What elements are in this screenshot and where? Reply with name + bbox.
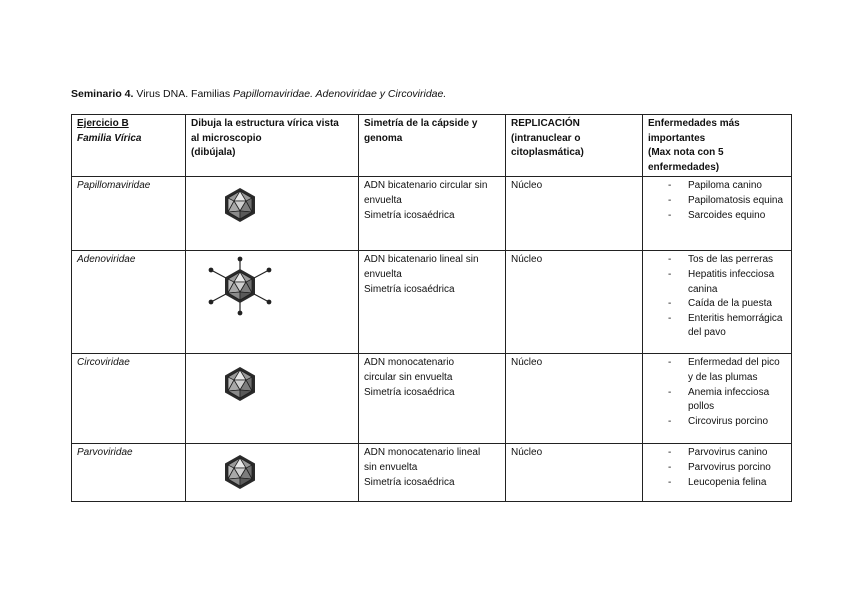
list-item: - Hepatitis infecciosa canina (668, 268, 786, 297)
list-item: - Sarcoides equino (668, 209, 786, 224)
table-row (72, 251, 792, 354)
symmetry-cell: ADN monocatenario lineal sin envuelta Simetría icosaédrica (359, 444, 506, 502)
diseases-cell (643, 177, 792, 251)
list-item: - Tos de las perreras (668, 253, 786, 268)
icosahedral-capsid-icon (220, 362, 260, 406)
list-item: - Parvovirus canino (668, 446, 786, 461)
drawing-cell (186, 177, 359, 251)
list-item: - Papilomatosis equina (668, 194, 786, 209)
diseases-cell (643, 444, 792, 502)
seminar-label: Seminario 4 (71, 88, 131, 100)
title-text: Virus DNA. Familias (136, 88, 231, 100)
replication-cell: Núcleo (506, 177, 643, 251)
replication-cell: Núcleo (506, 354, 643, 444)
header-family: Ejercicio B Familia Vírica (72, 115, 186, 177)
symmetry-cell: ADN monocatenario circular sin envuelta Simetría icosaédrica (359, 354, 506, 444)
document-title: Seminario 4. Virus DNA. Familias Papillomaviridae. Adenoviridae y Circoviridae. (71, 88, 447, 100)
family-cell: Papillomaviridae (72, 177, 186, 251)
list-item: - Papiloma canino (668, 179, 786, 194)
list-item: - Enteritis hemorrágica del pavo (668, 312, 786, 341)
icosahedral-capsid-icon (220, 450, 260, 494)
drawing-cell (186, 444, 359, 502)
symmetry-cell: ADN bicatenario circular sin envuelta Simetría icosaédrica (359, 177, 506, 251)
list-item: - Circovirus porcino (668, 415, 786, 430)
list-item: - Leucopenia felina (668, 476, 786, 491)
table-row (72, 354, 792, 444)
diseases-cell (643, 354, 792, 444)
header-replication: REPLICACIÓN (intranuclear o citoplasmática) (506, 115, 643, 177)
header-drawing: Dibuja la estructura vírica vista al microscopio (dibújala) (186, 115, 359, 177)
title-families: Papillomaviridae. Adenoviridae y Circoviridae. (233, 88, 447, 100)
list-item: - Anemia infecciosa pollos (668, 386, 786, 415)
header-symmetry: Simetría de la cápside y genoma (359, 115, 506, 177)
list-item: - Parvovirus porcino (668, 461, 786, 476)
family-cell: Parvoviridae (72, 444, 186, 502)
table-row (72, 177, 792, 251)
replication-cell: Núcleo (506, 251, 643, 354)
table-header-row (72, 115, 792, 177)
family-cell: Adenoviridae (72, 251, 186, 354)
virus-families-table (71, 114, 792, 502)
icosahedral-capsid-icon (220, 185, 260, 225)
table-row (72, 444, 792, 502)
replication-cell: Núcleo (506, 444, 643, 502)
list-item: - Caída de la puesta (668, 297, 786, 312)
symmetry-cell: ADN bicatenario lineal sin envuelta Simetría icosaédrica (359, 251, 506, 354)
header-diseases: Enfermedades más importantes (Max nota con 5 enfermedades) (643, 115, 792, 177)
family-cell: Circoviridae (72, 354, 186, 444)
drawing-cell (186, 251, 359, 354)
icosahedral-capsid-with-fibers-icon (203, 255, 277, 317)
diseases-cell (643, 251, 792, 354)
list-item: - Enfermedad del pico y de las plumas (668, 356, 786, 385)
drawing-cell (186, 354, 359, 444)
